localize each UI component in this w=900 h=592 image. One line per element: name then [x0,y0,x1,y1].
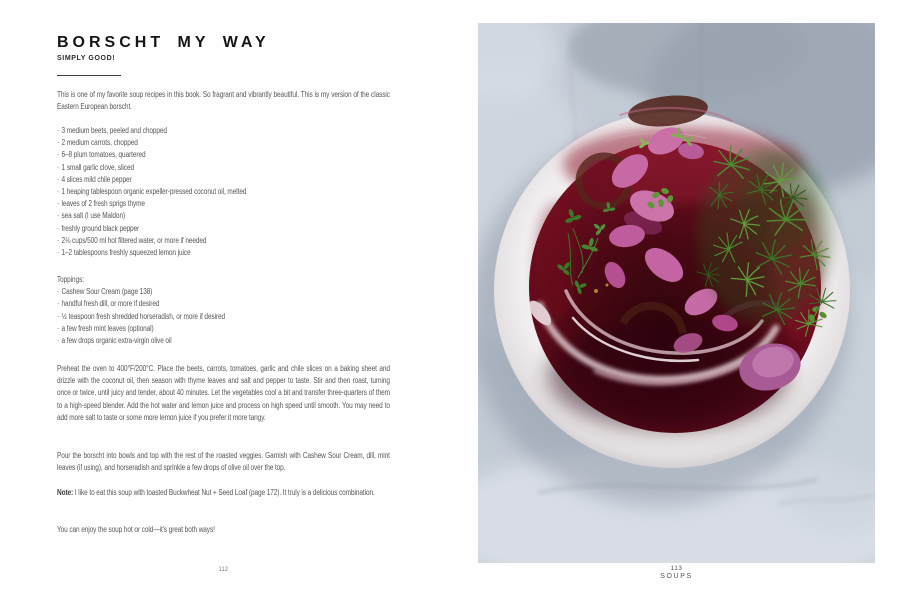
toppings-heading: Toppings: [57,275,84,284]
recipe-body [57,0,390,592]
bullet-dot: · [57,248,60,258]
bullet-dot: · [57,235,60,245]
section-label: SOUPS [660,573,693,580]
borscht-photo [478,23,875,563]
bullet-dot: · [57,174,60,184]
bullet-dot: · [57,187,60,197]
bullet-dot: · [57,299,60,309]
bullet-dot: · [57,336,60,346]
bullet-dot: · [57,323,60,333]
page-number-left: 112 [218,566,229,573]
intro-paragraph: This is one of my favorite soup recipes in this book. So fragrant and vibrantly beautiful. This is my version of the classic Eastern European borscht. [57,90,390,112]
ingredient-item: · sea salt (I use Maldon) [57,210,390,222]
recipe-title: BORSCHT MY WAY [57,34,270,51]
recipe-subtitle: SIMPLY GOOD! [57,55,116,62]
instructions-paragraph-1: Preheat the oven to 400°F/200°C. Place the beets, carrots, tomatoes, garlic and chile slices on a baking sheet and drizzle with the coconut oil, then season with thyme leaves and salt and pepper to taste. Stir and then roast, turning once or twice, until juicy and tender, about 40 minutes. Let the vegetables cool a bit and transfer three-quarters of them to a high-speed blender. Add the hot water and lemon juice and process on high speed until smooth. You may need to add more salt to taste or some more lemon juice if you prefer it more tangy. [57,364,390,422]
ingredient-item: · 4 slices mild chile pepper [57,174,390,186]
ingredient-item: · 2 medium carrots, chopped [57,137,390,149]
outro-paragraph: You can enjoy the soup hot or cold—it's great both ways! [57,525,215,534]
topping-item: · a few fresh mint leaves (optional) [57,323,390,335]
page-number-right: 113 [670,565,683,572]
topping-item: · ½ teaspoon fresh shredded horseradish, or more if desired [57,311,390,323]
note-text: I like to eat this soup with toasted Buckwheat Nut + Seed Loaf (page 172). It truly is a delicious combination. [74,488,375,497]
right-page-footer [478,565,875,581]
ingredients-list [57,125,390,259]
ingredient-item: · 6–8 plum tomatoes, quartered [57,149,390,161]
toppings-block [57,274,390,347]
bullet-dot: · [57,162,60,172]
topping-item: · handful fresh dill, or more if desired [57,298,390,310]
ingredient-item: · 3 medium beets, peeled and chopped [57,125,390,137]
bullet-dot: · [57,150,60,160]
note-paragraph [57,487,390,499]
topping-item: · a few drops organic extra-virgin olive oil [57,335,390,347]
ingredient-item: · 1 small garlic clove, sliced [57,162,390,174]
ingredient-item: · 1–2 tablespoons freshly squeezed lemon juice [57,247,390,259]
ingredient-item: · 2⅛ cups/500 ml hot filtered water, or more if needed [57,235,390,247]
bullet-dot: · [57,311,60,321]
toppings-list [57,286,390,347]
ingredient-item: · 1 heaping tablespoon organic expeller-pressed coconut oil, melted [57,186,390,198]
bullet-dot: · [57,287,60,297]
note-label: Note: [57,488,74,497]
bullet-dot: · [57,126,60,135]
bullet-dot: · [57,199,60,209]
instructions-paragraph-2: Pour the borscht into bowls and top with the rest of the roasted veggies. Garnish with Cashew Sour Cream, dill, mint leaves (if using), and horseradish and sprinkle a few drops of olive oil over the top. [57,451,390,473]
ingredient-item: · freshly ground black pepper [57,223,390,235]
ingredient-item: · leaves of 2 fresh sprigs thyme [57,198,390,210]
topping-item: · Cashew Sour Cream (page 138) [57,286,390,298]
bullet-dot: · [57,211,60,221]
bullet-dot: · [57,138,60,148]
bullet-dot: · [57,223,60,233]
